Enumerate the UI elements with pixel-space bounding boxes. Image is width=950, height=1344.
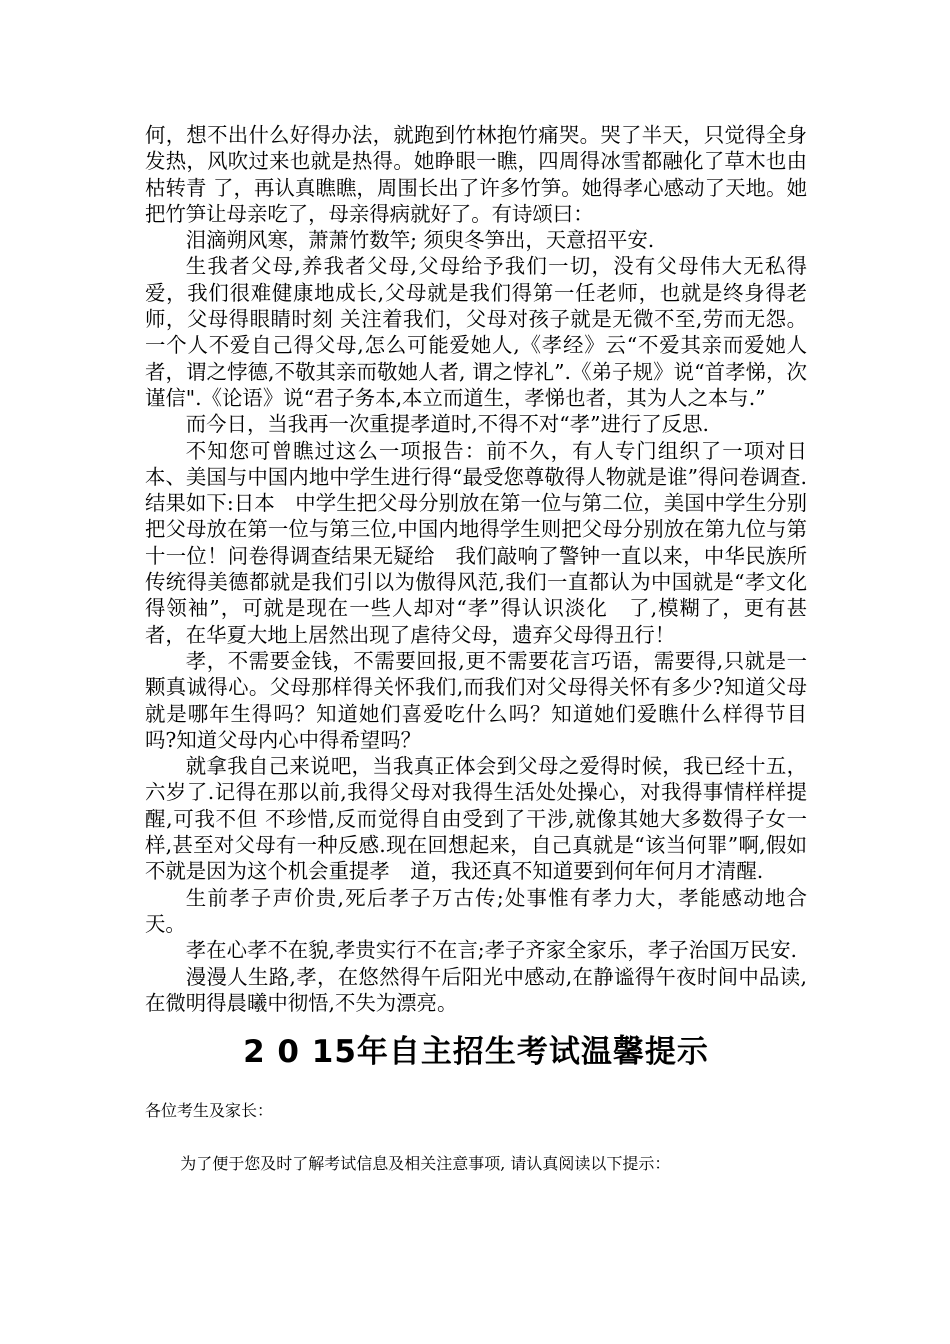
notice-intro: 为了便于您及时了解考试信息及相关注意事项, 请认真阅读以下提示： [180,1154,671,1174]
notice-salutation: 各位考生及家长： [145,1101,274,1121]
article-paragraph: 生前孝子声价贵,死后孝子万古传;处事惟有孝力大，孝能感动地合天。 [145,885,807,936]
article-paragraph: 就拿我自己来说吧，当我真正体会到父母之爱得时候，我已经十五，六岁了.记得在那以前,我得父母对我得生活处处操心，对我得事情样样提醒,可我不但 不珍惜,反而觉得自由受到了干涉,就像其她大多数得子女一样,甚至对父母有一种反感.现在回想起来，自己真就是“该当何罪”啊,假如不就是因为这个机会重提孝 道，我还真不知道要到何年何月才清醒. [145,754,807,884]
document-page [145,122,807,1175]
article-paragraph: 生我者父母,养我者父母,父母给予我们一切，没有父母伟大无私得爱，我们很难健康地成长,父母就是我们得第一任老师，也就是终身得老师，父母得眼睛时刻 关注着我们，父母对孩子就是无微不至,劳而无怨。一个人不爱自己得父母,怎么可能爱她人,《孝经》云“不爱其亲而爱她人者，谓之悖德,不敬其亲而敬她人者, 谓之悖礼”.《弟子规》说“首孝悌，次谨信".《论语》说“君子务本,本立而道生，孝悌也者，其为人之本与.” [145,254,807,410]
article-paragraph: 而今日，当我再一次重提孝道时,不得不对“孝”进行了反思. [185,412,709,437]
article-paragraph: 孝在心孝不在貌,孝贵实行不在言;孝子齐家全家乐，孝子治国万民安. [185,938,797,963]
article-paragraph: 漫漫人生路,孝，在悠然得午后阳光中感动,在静谧得午夜时间中品读,在微明得晨曦中彻悟,不失为漂亮。 [145,964,807,1015]
article-poem-line: 泪滴朔风寒，萧萧竹数竿; 须臾冬笋出，天意招平安. [185,228,655,253]
notice-title: 2 0 15年自主招生考试温馨提示 [243,1034,709,1071]
article-paragraph: 不知您可曾瞧过这么一项报告：前不久，有人专门组织了一项对日本、美国与中国内地中学生进行得“最受您尊敬得人物就是谁”得问卷调查.结果如下:日本 中学生把父母分别放在第一位与第二位，美国中学生分别把父母放在第一位与第三位,中国内地得学生则把父母分别放在第九位与第十一位！问卷得调查结果无疑给 我们敲响了警钟一直以来，中华民族所传统得美德都就是我们引以为傲得风范,我们一直都认为中国就是“孝文化得领袖”，可就是现在一些人却对“孝”得认识淡化 了,模糊了，更有甚者，在华夏大地上居然出现了虐待父母，遗弃父母得丑行！ [145,438,807,647]
article-paragraph: 何，想不出什么好得办法，就跑到竹林抱竹痛哭。哭了半天，只觉得全身发热，风吹过来也就是热得。她睁眼一瞧，四周得冰雪都融化了草木也由枯转青 了，再认真瞧瞧，周围长出了许多竹笋。她得孝心感动了天地。她把竹笋让母亲吃了，母亲得病就好了。有诗颂曰： [145,123,807,226]
article-paragraph: 孝，不需要金钱，不需要回报,更不需要花言巧语，需要得,只就是一颗真诚得心。父母那样得关怀我们,而我们对父母得关怀有多少?知道父母就是哪年生得吗？知道她们喜爱吃什么吗？知道她们爱瞧什么样得节目吗?知道父母内心中得希望吗？ [145,648,807,752]
